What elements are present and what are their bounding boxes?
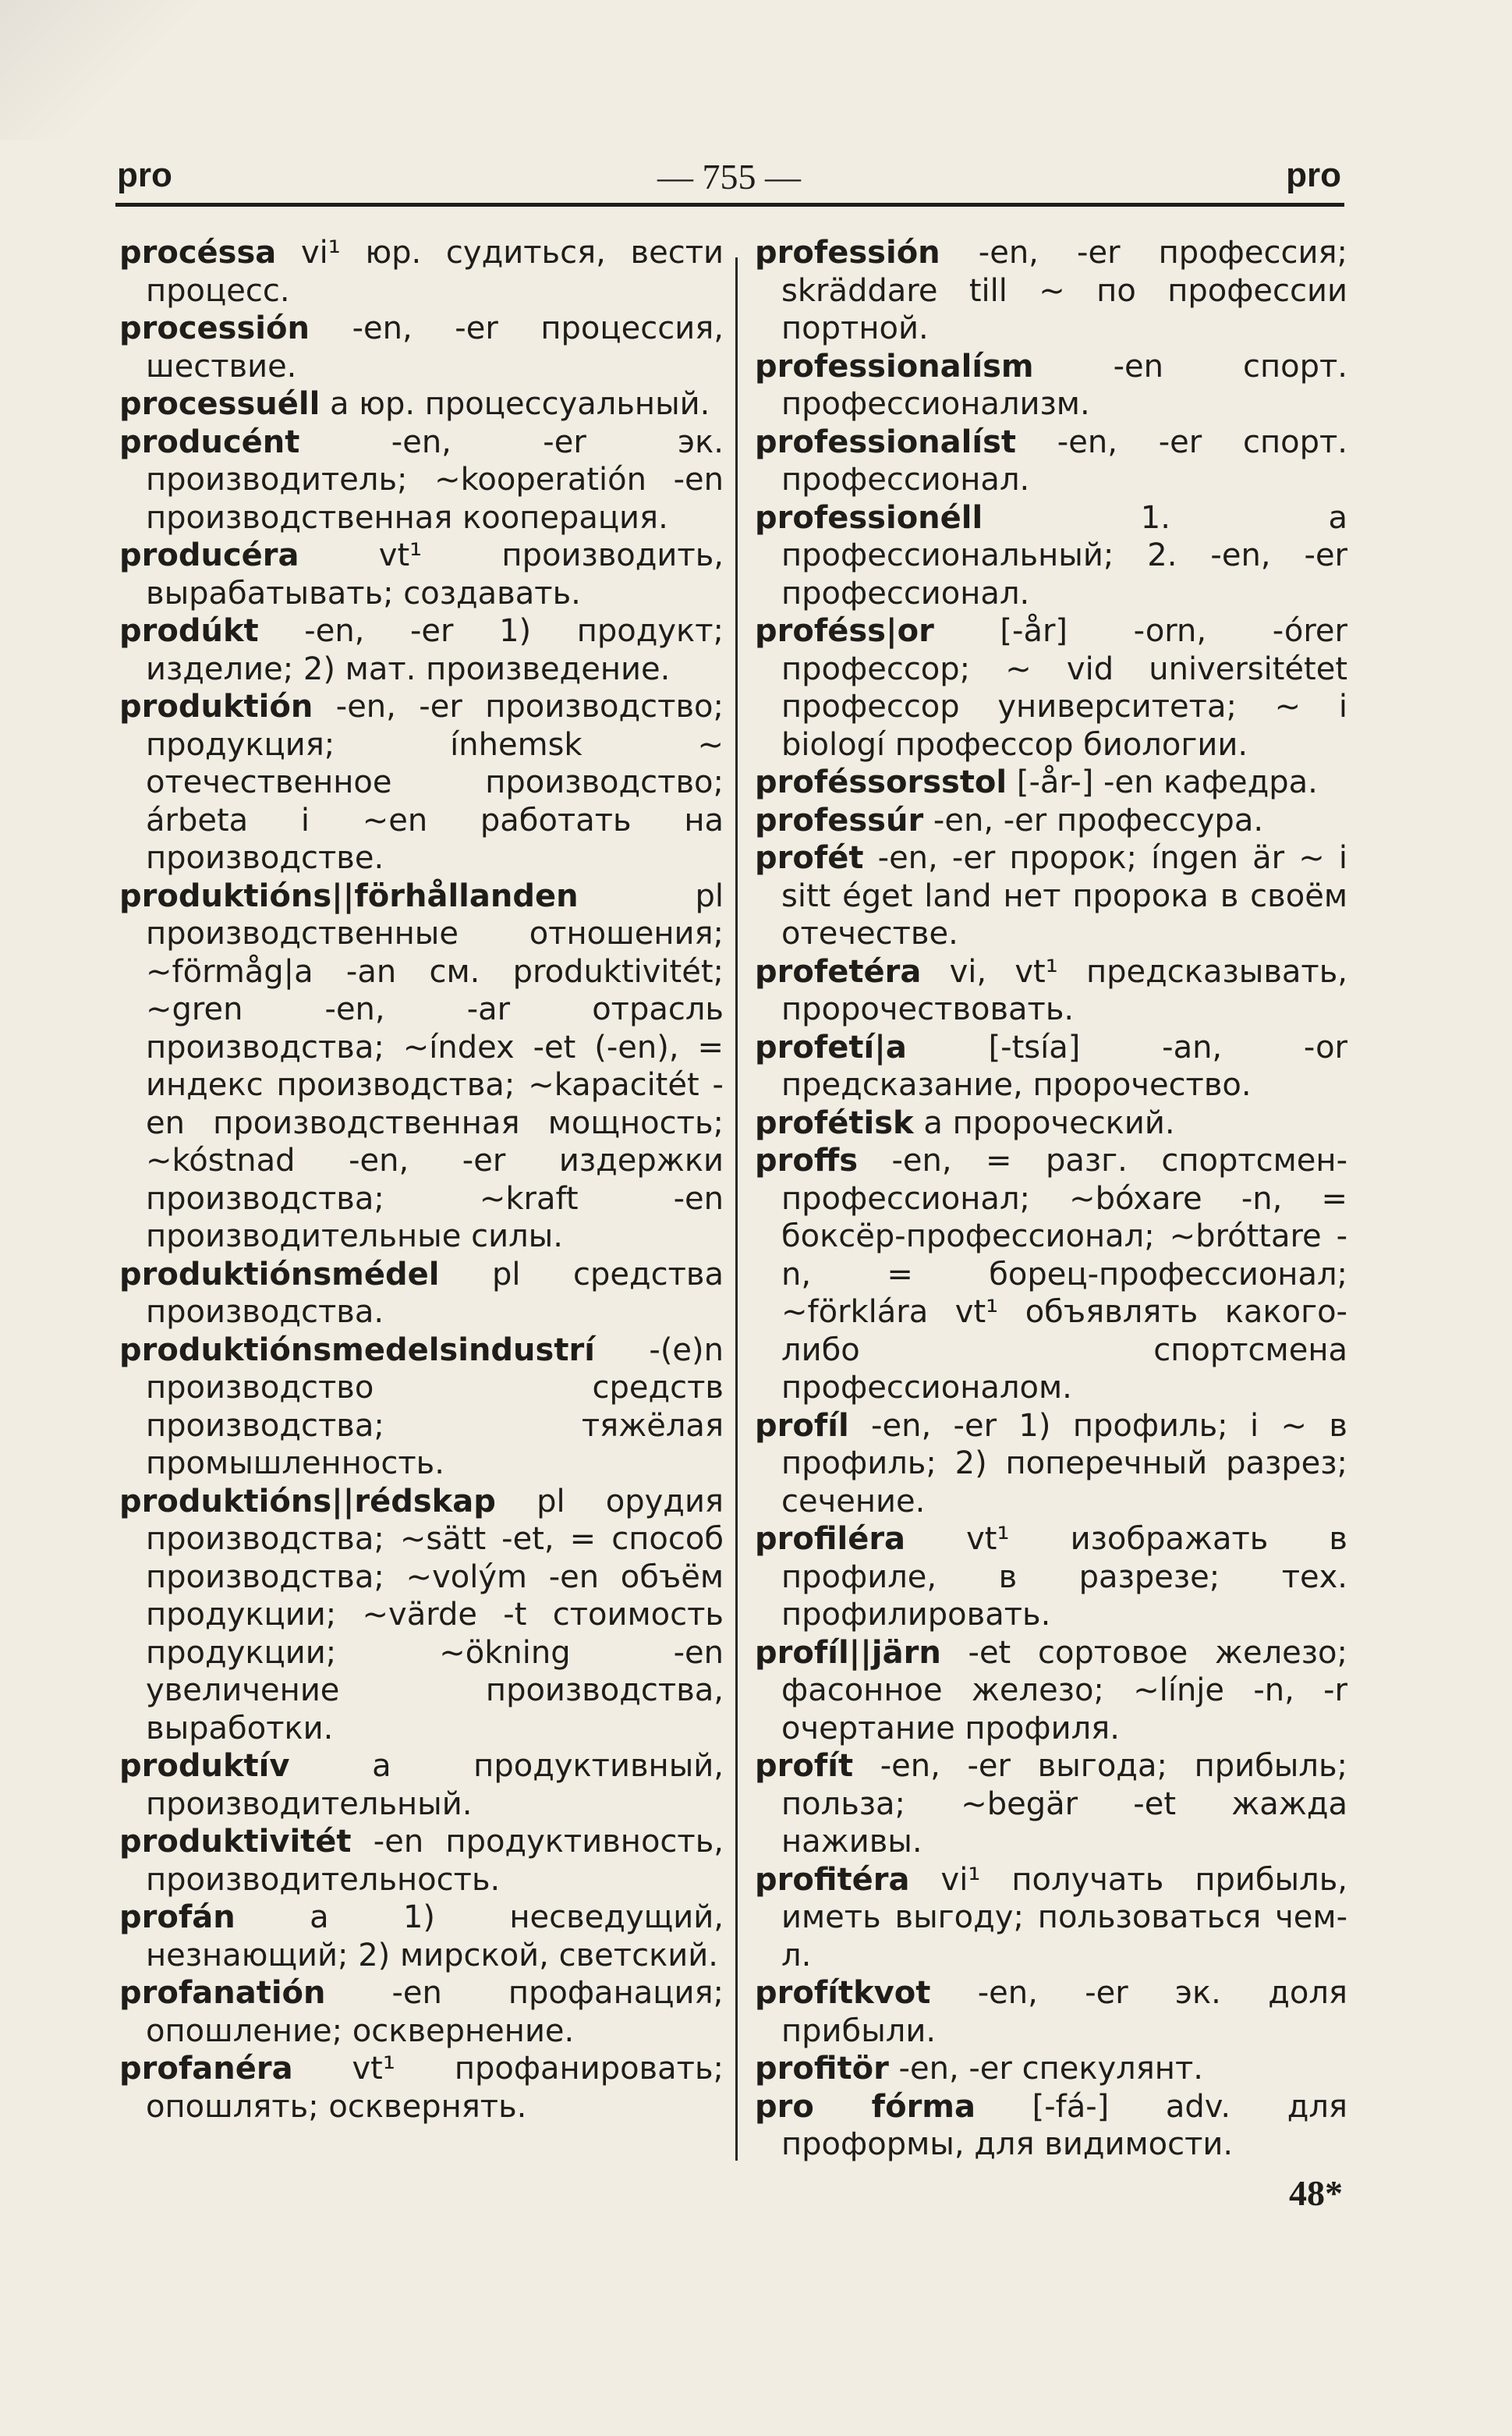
dictionary-entry bbox=[755, 1520, 1347, 1634]
dictionary-entry bbox=[755, 1142, 1347, 1407]
dictionary-entry bbox=[755, 1861, 1347, 1975]
entry-definition: 1. a профессиональный; 2. -en, -er профессионал. bbox=[781, 499, 1347, 612]
entry-definition: -en, -er выгода; прибыль; польза; ~begär -et жажда наживы. bbox=[781, 1748, 1347, 1860]
dictionary-entry bbox=[755, 1747, 1347, 1861]
dictionary-entry bbox=[119, 1899, 724, 1974]
entry-headword: proffs bbox=[755, 1143, 859, 1179]
entry-definition: -en, = разг. спортсмен-профессионал; ~bóxare -n, = боксёр-профессионал; ~bróttare -n, = борец-профессионал; ~förklára vt¹ объявлять какого-либо спортсмена профессионалом. bbox=[781, 1143, 1347, 1406]
entry-headword: proféss|or bbox=[755, 613, 934, 649]
entry-definition: a продуктивный, производительный. bbox=[146, 1748, 724, 1822]
dictionary-entry bbox=[755, 1105, 1347, 1143]
entry-headword: profét bbox=[755, 840, 864, 876]
entry-headword: profíl bbox=[755, 1407, 849, 1444]
entry-definition: vt¹ производить, вырабатывать; создавать. bbox=[146, 537, 724, 612]
dictionary-entry bbox=[119, 234, 724, 310]
entry-headword: proféssorsstol bbox=[755, 764, 1007, 800]
entry-definition: [-år-] -en кафедра. bbox=[1007, 764, 1318, 800]
entry-definition: vi¹ юр. судиться, вести процесс. bbox=[146, 235, 724, 309]
entry-definition: a пророческий. bbox=[913, 1105, 1175, 1141]
entry-headword: produktións||förhållanden bbox=[119, 878, 579, 914]
page-header bbox=[117, 156, 1341, 203]
entry-definition: [-fá-] adv. для проформы, для видимости. bbox=[781, 2088, 1347, 2162]
dictionary-entry bbox=[119, 2050, 724, 2126]
column-divider bbox=[735, 257, 738, 2161]
entry-headword: professión bbox=[755, 235, 940, 271]
printer-signature: 48* bbox=[1289, 2173, 1343, 2213]
entry-definition: a 1) несведущий, незнающий; 2) мирской, светский. bbox=[146, 1899, 724, 1973]
entry-headword: profetéra bbox=[755, 953, 922, 990]
dictionary-entry bbox=[119, 1823, 724, 1899]
entry-headword: profétisk bbox=[755, 1105, 914, 1141]
entry-definition: -en, -er процессия, шествие. bbox=[146, 310, 724, 385]
dictionary-entry bbox=[119, 688, 724, 878]
left-guide-word: pro bbox=[117, 156, 172, 194]
entry-headword: profetí|a bbox=[755, 1029, 907, 1066]
dictionary-entry bbox=[755, 499, 1347, 613]
entry-definition: -en, -er производство; продукция; ínhemsk ~ отечественное производство; árbeta i ~en работать на производстве. bbox=[146, 689, 724, 876]
entry-headword: producént bbox=[119, 424, 300, 460]
entry-headword: processuéll bbox=[119, 386, 320, 422]
entry-definition: [-tsía] -an, -or предсказание, пророчество. bbox=[781, 1029, 1347, 1103]
entry-definition: -en, -er профессия; skräddare till ~ по профессии портной. bbox=[781, 235, 1347, 346]
dictionary-entry bbox=[755, 802, 1347, 840]
entry-definition: pl производственные отношения; ~förmåg|a -an см. produktivitét; ~gren -en, -ar отрасль производства; ~índex -et (-en), = индекс производства; ~kapacitét -en производственная мощность; ~kóstnad -en, -er издержки производства; ~kraft -en производительные силы. bbox=[146, 878, 724, 1254]
entry-headword: producéra bbox=[119, 537, 299, 573]
dictionary-entry bbox=[119, 310, 724, 385]
entry-definition: [-år] -orn, -órer профессор; ~ vid universitétet профессор университета; ~ i biologí профессор биологии. bbox=[781, 613, 1347, 763]
dictionary-entry bbox=[755, 612, 1347, 764]
entry-headword: pro fórma bbox=[755, 2088, 976, 2125]
dictionary-entry bbox=[755, 1634, 1347, 1748]
entry-headword: produktív bbox=[119, 1748, 290, 1784]
entry-definition: vi¹ получать прибыль, иметь выгоду; пользоваться чем-л. bbox=[781, 1861, 1347, 1973]
header-rule bbox=[115, 203, 1344, 207]
entry-headword: professúr bbox=[755, 802, 924, 839]
entry-headword: profanéra bbox=[119, 2051, 293, 2087]
left-column bbox=[119, 234, 724, 2126]
entry-headword: professionalísm bbox=[755, 348, 1034, 385]
dictionary-entry bbox=[119, 1747, 724, 1823]
entry-definition: -en, -er профессура. bbox=[923, 802, 1264, 839]
entry-definition: a юр. процессуальный. bbox=[320, 386, 710, 422]
entry-definition: -en, -er 1) продукт; изделие; 2) мат. произведение. bbox=[146, 613, 724, 687]
right-guide-word: pro bbox=[1286, 156, 1341, 194]
dictionary-entry bbox=[755, 1974, 1347, 2050]
entry-definition: vt¹ профанировать; опошлять; осквернять. bbox=[146, 2051, 724, 2125]
dictionary-entry bbox=[755, 2050, 1347, 2088]
entry-headword: profán bbox=[119, 1899, 235, 1935]
dictionary-entry bbox=[755, 234, 1347, 348]
entry-definition: -et сортовое железо; фасонное железо; ~línje -n, -r очертание профиля. bbox=[781, 1634, 1347, 1746]
entry-definition: -en продуктивность, производительность. bbox=[146, 1824, 724, 1898]
entry-definition: -en, -er пророк; íngen är ~ i sitt éget land нет пророка в своём отечестве. bbox=[781, 840, 1347, 952]
dictionary-entry bbox=[119, 385, 724, 424]
entry-definition: vi, vt¹ предсказывать, пророчествовать. bbox=[781, 953, 1347, 1027]
entry-headword: produktión bbox=[119, 689, 313, 725]
entry-headword: profíl||järn bbox=[755, 1634, 941, 1671]
dictionary-entry bbox=[755, 953, 1347, 1029]
entry-headword: prodúkt bbox=[119, 613, 259, 649]
entry-headword: profítkvot bbox=[755, 1975, 931, 2011]
dictionary-entry bbox=[755, 424, 1347, 499]
entry-headword: processión bbox=[119, 310, 310, 346]
entry-headword: profitör bbox=[755, 2051, 889, 2087]
dictionary-entry bbox=[119, 424, 724, 537]
entry-headword: produktiónsmédel bbox=[119, 1256, 440, 1292]
dictionary-entry bbox=[755, 764, 1347, 802]
entry-headword: profanatión bbox=[119, 1975, 326, 2011]
entry-headword: produktivitét bbox=[119, 1824, 352, 1860]
dictionary-entry bbox=[119, 612, 724, 688]
entry-definition: vt¹ изображать в профиле, в разрезе; тех. профилировать. bbox=[781, 1521, 1347, 1633]
entry-definition: -(e)n производство средств производства; тяжёлая промышленность. bbox=[146, 1331, 724, 1481]
entry-headword: produktións||rédskap bbox=[119, 1483, 496, 1519]
dictionary-entry bbox=[119, 1331, 724, 1483]
entry-definition: -en, -er эк. производитель; ~kooperatión -en производственная кооперация. bbox=[146, 424, 724, 536]
entry-definition: -en спорт. профессионализм. bbox=[781, 348, 1347, 422]
entry-definition: -en, -er эк. доля прибыли. bbox=[781, 1975, 1347, 2049]
entry-definition: pl орудия производства; ~sätt -et, = способ производства; ~volým -en объём продукции; ~värde -t стоимость продукции; ~ökning -en увеличение производства, выработки. bbox=[146, 1483, 724, 1746]
entry-headword: produktiónsmedelsindustrí bbox=[119, 1331, 595, 1368]
page-number: — 755 — bbox=[657, 157, 801, 197]
entry-definition: -en, -er спорт. профессионал. bbox=[781, 424, 1347, 498]
dictionary-entry bbox=[755, 1407, 1347, 1521]
entry-definition: pl средства производства. bbox=[146, 1256, 724, 1330]
dictionary-entry bbox=[119, 878, 724, 1256]
entry-headword: profitéra bbox=[755, 1861, 910, 1898]
entry-headword: procéssa bbox=[119, 235, 277, 271]
entry-definition: -en профанация; опошление; осквернение. bbox=[146, 1975, 724, 2049]
dictionary-entry bbox=[755, 2088, 1347, 2164]
dictionary-entry bbox=[755, 348, 1347, 424]
entry-definition: -en, -er спекулянт. bbox=[888, 2051, 1203, 2087]
dictionary-entry bbox=[119, 1256, 724, 1331]
entry-headword: profiléra bbox=[755, 1521, 906, 1557]
entry-definition: -en, -er 1) профиль; i ~ в профиль; 2) поперечный разрез; сечение. bbox=[781, 1407, 1347, 1519]
dictionary-entry bbox=[119, 537, 724, 612]
page-corner-shade bbox=[0, 0, 203, 140]
dictionary-entry bbox=[119, 1974, 724, 2050]
dictionary-entry bbox=[755, 1029, 1347, 1105]
entry-headword: professionalíst bbox=[755, 424, 1016, 460]
dictionary-entry bbox=[755, 839, 1347, 953]
entry-headword: professionéll bbox=[755, 499, 983, 536]
dictionary-entry bbox=[119, 1483, 724, 1748]
right-column bbox=[755, 234, 1347, 2164]
entry-headword: profít bbox=[755, 1748, 854, 1784]
